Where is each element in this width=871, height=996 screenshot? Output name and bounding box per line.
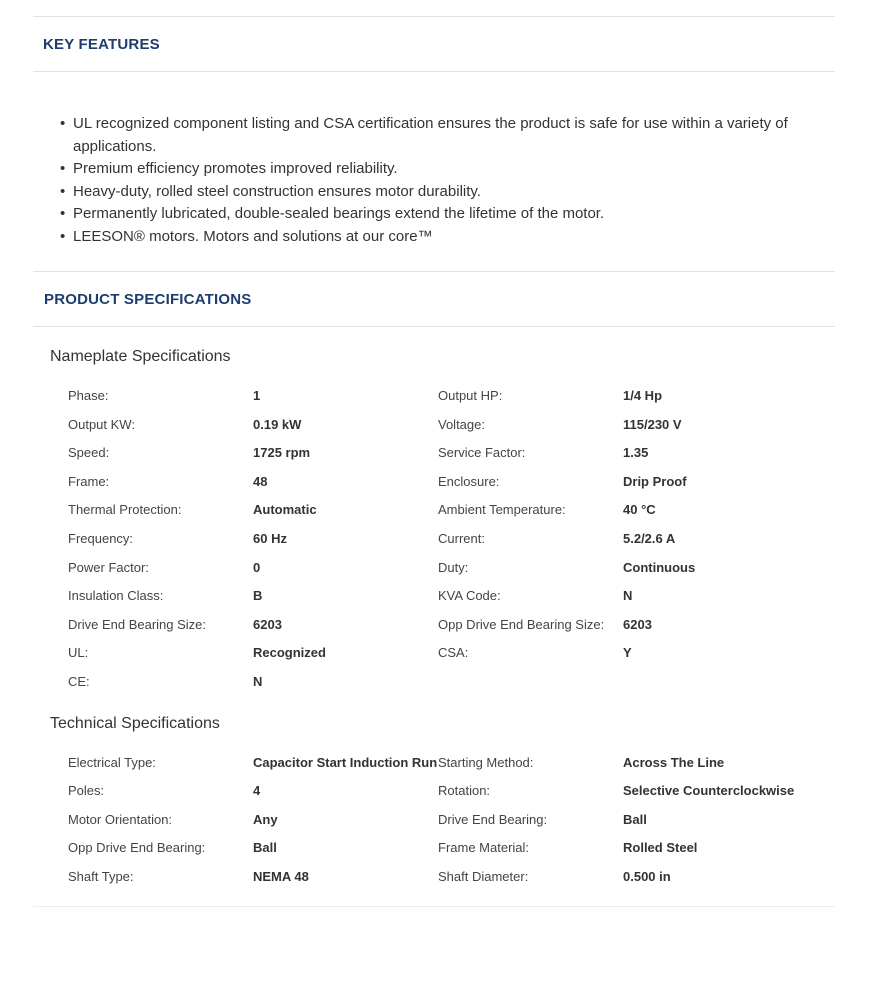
spec-value: 6203 xyxy=(253,616,282,632)
spec-row xyxy=(68,554,828,583)
spec-label: Service Factor: xyxy=(438,445,526,461)
spec-value: 115/230 V xyxy=(623,416,682,432)
spec-value: 0 xyxy=(253,559,261,575)
spec-value: Any xyxy=(253,811,278,827)
spec-label: Opp Drive End Bearing: xyxy=(68,840,206,856)
spec-value: Y xyxy=(623,645,632,661)
spec-value: Continuous xyxy=(623,559,696,575)
spec-row xyxy=(68,382,828,411)
spec-label: Starting Method: xyxy=(438,754,534,770)
spec-row xyxy=(68,834,828,863)
spec-row xyxy=(68,411,828,440)
spec-value: Capacitor Start Induction Run xyxy=(253,754,438,770)
spec-value: 1 xyxy=(253,388,261,403)
spec-row xyxy=(68,639,828,668)
spec-label: Speed: xyxy=(68,445,110,461)
feature-item: • Premium efficiency promotes improved reliability. xyxy=(73,158,835,181)
spec-label: Thermal Protection: xyxy=(68,502,182,518)
product-specifications-heading: PRODUCT SPECIFICATIONS xyxy=(44,290,252,308)
spec-label: Shaft Type: xyxy=(68,868,134,884)
spec-row xyxy=(68,611,828,640)
spec-value: 0.500 in xyxy=(623,868,671,884)
spec-value: 1.35 xyxy=(623,445,649,461)
spec-label: Output KW: xyxy=(68,416,135,432)
spec-label: Drive End Bearing Size: xyxy=(68,616,207,632)
spec-value: 48 xyxy=(253,473,268,489)
spec-label: Frame Material: xyxy=(438,840,530,856)
spec-label: Insulation Class: xyxy=(68,588,164,604)
spec-value: Ball xyxy=(623,811,647,827)
spec-value: N xyxy=(253,673,263,689)
spec-label: Phase: xyxy=(68,388,109,403)
spec-value: Ball xyxy=(253,840,277,856)
spec-label: Shaft Diameter: xyxy=(438,868,529,884)
spec-label: Opp Drive End Bearing Size: xyxy=(438,616,605,632)
spec-label: CSA: xyxy=(438,645,469,661)
spec-label: Electrical Type: xyxy=(68,754,156,770)
technical-specifications-heading: Technical Specifications xyxy=(50,714,220,732)
spec-row xyxy=(68,525,828,554)
spec-label: CE: xyxy=(68,673,90,689)
spec-value xyxy=(623,668,828,697)
spec-label: Poles: xyxy=(68,783,105,799)
nameplate-specifications-heading: Nameplate Specifications xyxy=(50,348,231,365)
spec-value: Drip Proof xyxy=(623,473,687,489)
spec-label: Output HP: xyxy=(438,388,503,403)
spec-label: Drive End Bearing: xyxy=(438,811,548,827)
spec-row xyxy=(68,582,828,611)
spec-value: N xyxy=(623,588,633,604)
divider xyxy=(33,906,835,907)
technical-spec-table xyxy=(68,749,828,892)
spec-label: Rotation: xyxy=(438,783,491,799)
spec-value: Recognized xyxy=(253,645,326,661)
spec-label: Frequency: xyxy=(68,530,134,546)
spec-label: Enclosure: xyxy=(438,473,500,489)
spec-value: Automatic xyxy=(253,502,317,518)
spec-value: B xyxy=(253,588,263,604)
spec-row xyxy=(68,668,828,697)
spec-row xyxy=(68,496,828,525)
spec-value: 60 Hz xyxy=(253,530,287,546)
spec-label: KVA Code: xyxy=(438,588,501,604)
spec-row xyxy=(68,806,828,835)
spec-value: 5.2/2.6 A xyxy=(623,530,676,546)
feature-item: • Permanently lubricated, double-sealed bearings extend the lifetime of the motor. xyxy=(73,203,835,226)
nameplate-spec-table xyxy=(68,382,828,697)
spec-value: 6203 xyxy=(623,616,652,632)
feature-item: • UL recognized component listing and CSA certification ensures the product is safe for use within a variety of applications. xyxy=(73,113,835,158)
spec-value: 1725 rpm xyxy=(253,445,311,461)
spec-value: 4 xyxy=(253,783,261,799)
spec-value: NEMA 48 xyxy=(253,868,309,884)
spec-row xyxy=(68,777,828,806)
spec-label: Duty: xyxy=(438,559,469,575)
key-features-heading: KEY FEATURES xyxy=(43,35,160,53)
key-features-list xyxy=(33,72,835,271)
spec-value: Across The Line xyxy=(623,754,725,770)
spec-label: UL: xyxy=(68,645,89,661)
product-details xyxy=(33,16,835,907)
spec-row xyxy=(68,468,828,497)
spec-value: 40 °C xyxy=(623,502,656,518)
spec-label xyxy=(438,668,623,697)
spec-row xyxy=(68,749,828,778)
spec-value: 1/4 Hp xyxy=(623,388,663,403)
spec-label: Frame: xyxy=(68,473,110,489)
spec-value: 0.19 kW xyxy=(253,416,302,432)
feature-item: • LEESON® motors. Motors and solutions at our core™ xyxy=(73,226,835,249)
spec-label: Motor Orientation: xyxy=(68,811,173,827)
spec-label: Power Factor: xyxy=(68,559,149,575)
spec-value: Selective Counterclockwise xyxy=(623,783,795,799)
feature-item: • Heavy-duty, rolled steel construction ensures motor durability. xyxy=(73,181,835,204)
spec-row xyxy=(68,863,828,892)
spec-label: Ambient Temperature: xyxy=(438,502,566,518)
spec-label: Current: xyxy=(438,530,485,546)
spec-row xyxy=(68,439,828,468)
spec-value: Rolled Steel xyxy=(623,840,698,856)
spec-label: Voltage: xyxy=(438,416,485,432)
